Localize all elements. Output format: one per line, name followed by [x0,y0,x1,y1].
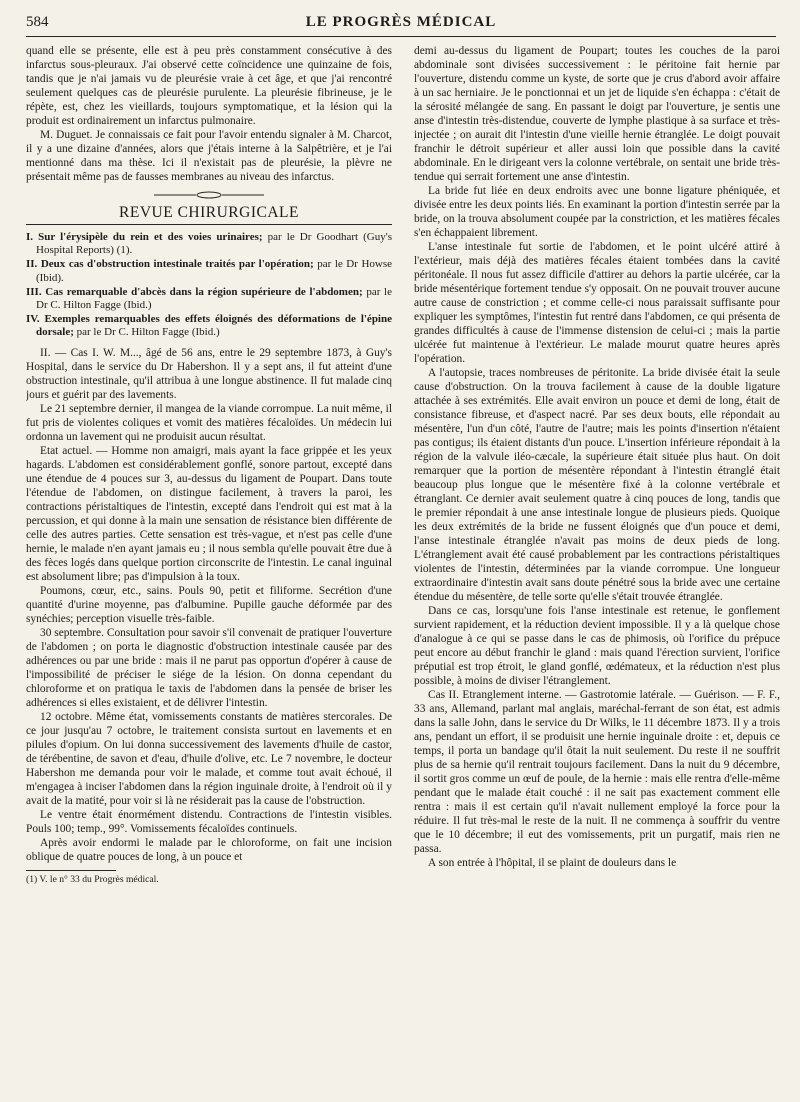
paragraph: A l'autopsie, traces nombreuses de péritonite. La bride divisée était la seule cause d'obstruction. On la trouva facilement à cause de la double ligature attachée à ses extrémités. Elle avait environ un pouce et demi de long, était de consistance fibreuse, et d'aspect nacré. Par ses deux bouts, elle répondait au mésentère, l'un d'un côté, l'autre de l'autre; mais les points d'insertion n'étaient pas contigus; ils étaient distants d'un pouce. L'insertion inférieure répondait à la région de la valvule iléo-cæcale, la supérieure était située plus haut. On doit remarquer que la portion de mésentère répondant à l'intestin étranglé était beaucoup plus longue que le mésentère fixé à la colonne vertébrale et étranglant. Ce dernier avait seulement quatre à cinq pouces de long, tandis que le premier répondait à une anse intestinale longue de plusieurs pieds. Quoique les deux extrémités de la bride ne fussent éloignés que d'un pouce et demi, l'anse intestinale étranglée n'avait pas moins de deux pieds de long. L'étranglement avait été causé probablement par les contractions péristaltiques violentes de l'intestin, déterminées par la viande corrompue. Une longueur extraordinaire d'intestin avait sans doute pénétré sous la bride avec une certaine étendue du mésentère, de telle sorte qu'elle s'était trouvée étranglée. [414,367,780,603]
section-title: REVUE CHIRURGICALE [26,206,392,225]
paragraph: demi au-dessus du ligament de Poupart; toutes les couches de la paroi abdominale sont divisées successivement : le péritoine fait hernie par l'ouverture, distendu comme un kyste, de sorte que je crus d'abord avoir affaire à un sac herniaire. Je le ponctionnai et un jet de liquide s'en échappa : c'était de la sérosité mélangée de sang. En passant le doigt par l'ouverture, je sentis une anse d'intestin très-distendue, couverte de lymphe plastique à sa surface et très-injectée ; on aurait dit l'intestin d'une vieille hernie étranglée. Le doigt pouvait franchir le détroit supérieur et aller aussi loin que possible dans la cavité abdominale. En le dirigeant vers la colonne vertébrale, on sentait une bride très-tendue qui serrait fortement une anse d'intestin. [414,45,780,183]
page-number: 584 [26,14,49,30]
text-columns [26,44,780,1092]
paragraph: Cas II. Etranglement interne. — Gastrotomie latérale. — Guérison. — F. F., 33 ans, Allemand, parlant mal anglais, maréchal-ferrant de son état, est admis dans la salle John, dans le service du Dr Wilks, le 11 décembre 1873. Il y a trois ans, pendant un effort, il se produisit une hernie inguinale droite : et, depuis ce temps, il porta un bandage qu'il ôtait la nuit seulement. Du reste il ne souffrit plus de sa hernie qu'il rentrait toujours facilement. Dans la nuit du 9 décembre, il sortit gros comme un œuf de poule, de la hernie : mais elle rentra d'elle-même pendant que le malade était couché : il ne sait pas exactement comment elle rentra : mais il est certain qu'il n'avait nullement employé la force pour la réduire. Il fut très-mal le reste de la nuit. Il ne commença à souffrir du ventre que le 10 décembre; il eut des vomissements, prit un purgatif, mais rien ne passa. [414,689,780,855]
footnote: (1) V. le n° 33 du Progrès médical. [26,873,159,885]
list-item: IV. Exemples remarquables des effets éloignés des déformations de l'épine dorsale; par le Dr C. Hilton Fagge (Ibid.) [26,313,392,339]
paragraph: La bride fut liée en deux endroits avec une bonne ligature phéniquée, et divisée entre les deux points liés. En examinant la portion d'intestin serrée par la bride, on la trouva absolument coupée par la constriction, et les matières fécales s'en échappaient librement. [414,185,780,239]
paragraph: quand elle se présente, elle est à peu près constamment consécutive à des infarctus sous-pleuraux. J'ai observé cette coïncidence une quinzaine de fois, tandis que je n'ai jamais vu de pleurésie vraie à cet âge, et que j'ai rencontré seulement quelques cas de pleurésie purulente. La pleurésie fibrineuse, je le répète, est, chez les vieillards, toujours symptomatique, et la lésion qui la produit est ordinairement un infarctus pulmonaire. [26,45,392,127]
paragraph: A son entrée à l'hôpital, il se plaint de douleurs dans le [428,857,677,869]
list-item: II. Deux cas d'obstruction intestinale traités par l'opération; par le Dr Howse (Ibid). [26,258,392,284]
paragraph: L'anse intestinale fut sortie de l'abdomen, et le point ulcéré attiré à l'extérieur, mais déjà des matières fécales étaient tombées dans la cavité péritonéale. Il nous fut assez difficile d'attirer au dehors la partie ulcérée, car la bride mésentérique fortement tendue s'y opposait. On ne pouvait trouver aucune autre cause de constriction ; et comme celle-ci nous paraissait suffisante pour expliquer les symptômes, l'intestin fut rentré dans l'abdomen, ce qui présenta de grandes difficultés à cause de l'immense distension de celui-ci ; mais la partie ulcérée fut maintenue à l'extérieur. Le malade mourut quatre heures après l'opération. [414,241,780,365]
right-column [414,44,780,1092]
divider-ornament-icon [154,191,264,199]
article-list [26,231,392,340]
list-item: III. Cas remarquable d'abcès dans la région supérieure de l'abdomen; par le Dr C. Hilton Fagge (Ibid.) [26,285,392,312]
paragraph: M. Duguet. Je connaissais ce fait pour l'avoir entendu signaler à M. Charcot, il y a une dizaine d'années, alors que j'étais interne à la Salpêtrière, et je l'ai mentionné dans ma thèse. Ici il n'existait pas de pleurésie, la plèvre ne présentait même pas de fausses membranes au niveau des infarctus. [26,129,392,183]
paragraph: Le ventre était énormément distendu. Contractions de l'intestin visibles. Pouls 100; temp., 99°. Vomissements fécaloïdes continuels. [26,808,392,835]
paragraph: 12 octobre. Même état, vomissements constants de matières stercorales. De ce jour jusqu'au 7 octobre, le traitement consista surtout en lavements et en pilules d'opium. On lui donna successivement des lavements d'huile de castor, de térébentine, de savon et d'eau, d'huile d'olive, etc. Le 7 novembre, le docteur Habershon me demanda pour voir le malade, et comme tout avait échoué, il m'engagea à inciser l'abdomen dans la région inguinale droite, à l'endroit où il y avait de la matité, pour voir si là ne résiderait pas la cause de l'obstruction. [26,710,392,807]
ornament-divider [26,190,392,204]
paragraph: II. — Cas I. W. M..., âgé de 56 ans, entre le 29 septembre 1873, à Guy's Hospital, dans le service du Dr Habershon. Il y a sept ans, il fut atteint d'une obstruction intestinale, qu'il attribua à une longue abstinence. Il fut malade cinq jours et guérit par des lavements. [26,346,392,401]
paragraph: Dans ce cas, lorsqu'une fois l'anse intestinale est retenue, le gonflement survient rapidement, et la réduction devient impossible. Il y a là quelque chose d'analogue à ce qui se passe dans le cas de phimosis, où l'orifice du prépuce peut encore au début franchir le gland : mais quand l'érection survient, l'orifice préputial est trop étroit, le gland gonflé, œdémateux, et la réduction n'est plus possible, à moins de diviser l'étranglement. [414,605,780,687]
paragraph: 30 septembre. Consultation pour savoir s'il convenait de pratiquer l'ouverture de l'abdomen ; on porta le diagnostic d'obstruction intestinale causée par des adhérences ou par une bride : mais il ne parut pas opportun d'opérer à cause de l'impossibilité de préciser le siége de la lésion. On donna cependant du chloroforme et on pratiqua le taxis de l'abdomen dans la pensée de briser les adhérences si elles existaient, et de délivrer l'intestin. [26,626,392,709]
list-item: I. Sur l'érysipèle du rein et des voies urinaires; par le Dr Goodhart (Guy's Hospital Reports) (1). [26,231,392,257]
journal-title: LE PROGRÈS MÉDICAL [305,14,497,30]
paragraph: Etat actuel. — Homme non amaigri, mais ayant la face grippée et les yeux hagards. L'abdomen est considérablement gonflé, sonore partout, excepté dans une étendue de 4 pouces sur 3, au-dessus du ligament de Poupart. Dans toute l'étendue de l'abdomen, on distingue facilement, à travers la paroi, les contractions péristaltiques de l'intestin, excepté dans l'endroit qui est mat à la percussion, et qui donne à la main une sensation de résistance bien différente de celle des autres parties. Cette sensation est très-vague, et n'est pas celle d'une hernie, le malade n'en ayant jamais eu ; il nous sembla qu'elle pouvait être due à des fèces logés dans quelque portion circonscrite de l'intestin. Le canal inguinal est absolument libre; pas d'impulsion à la toux. [26,444,392,583]
paragraph: Après avoir endormi le malade par le chloroforme, on fait une incision oblique de quatre pouces de long, à un pouce et [26,836,392,863]
paragraph: Le 21 septembre dernier, il mangea de la viande corrompue. La nuit même, il fut pris de violentes coliques et vomit des matières fécaloïdes. Un médecin lui ordonna un lavement qui ne produisit aucun résultat. [26,402,392,443]
paragraph: Poumons, cœur, etc., sains. Pouls 90, petit et filiforme. Secrétion d'une quantité d'urine moyenne, pas d'albumine. Pupille gauche déformée par des synéchies; perception visuelle très-faible. [26,584,392,625]
left-column [26,44,392,1092]
page-header [26,14,776,37]
footnote-divider [26,870,116,871]
